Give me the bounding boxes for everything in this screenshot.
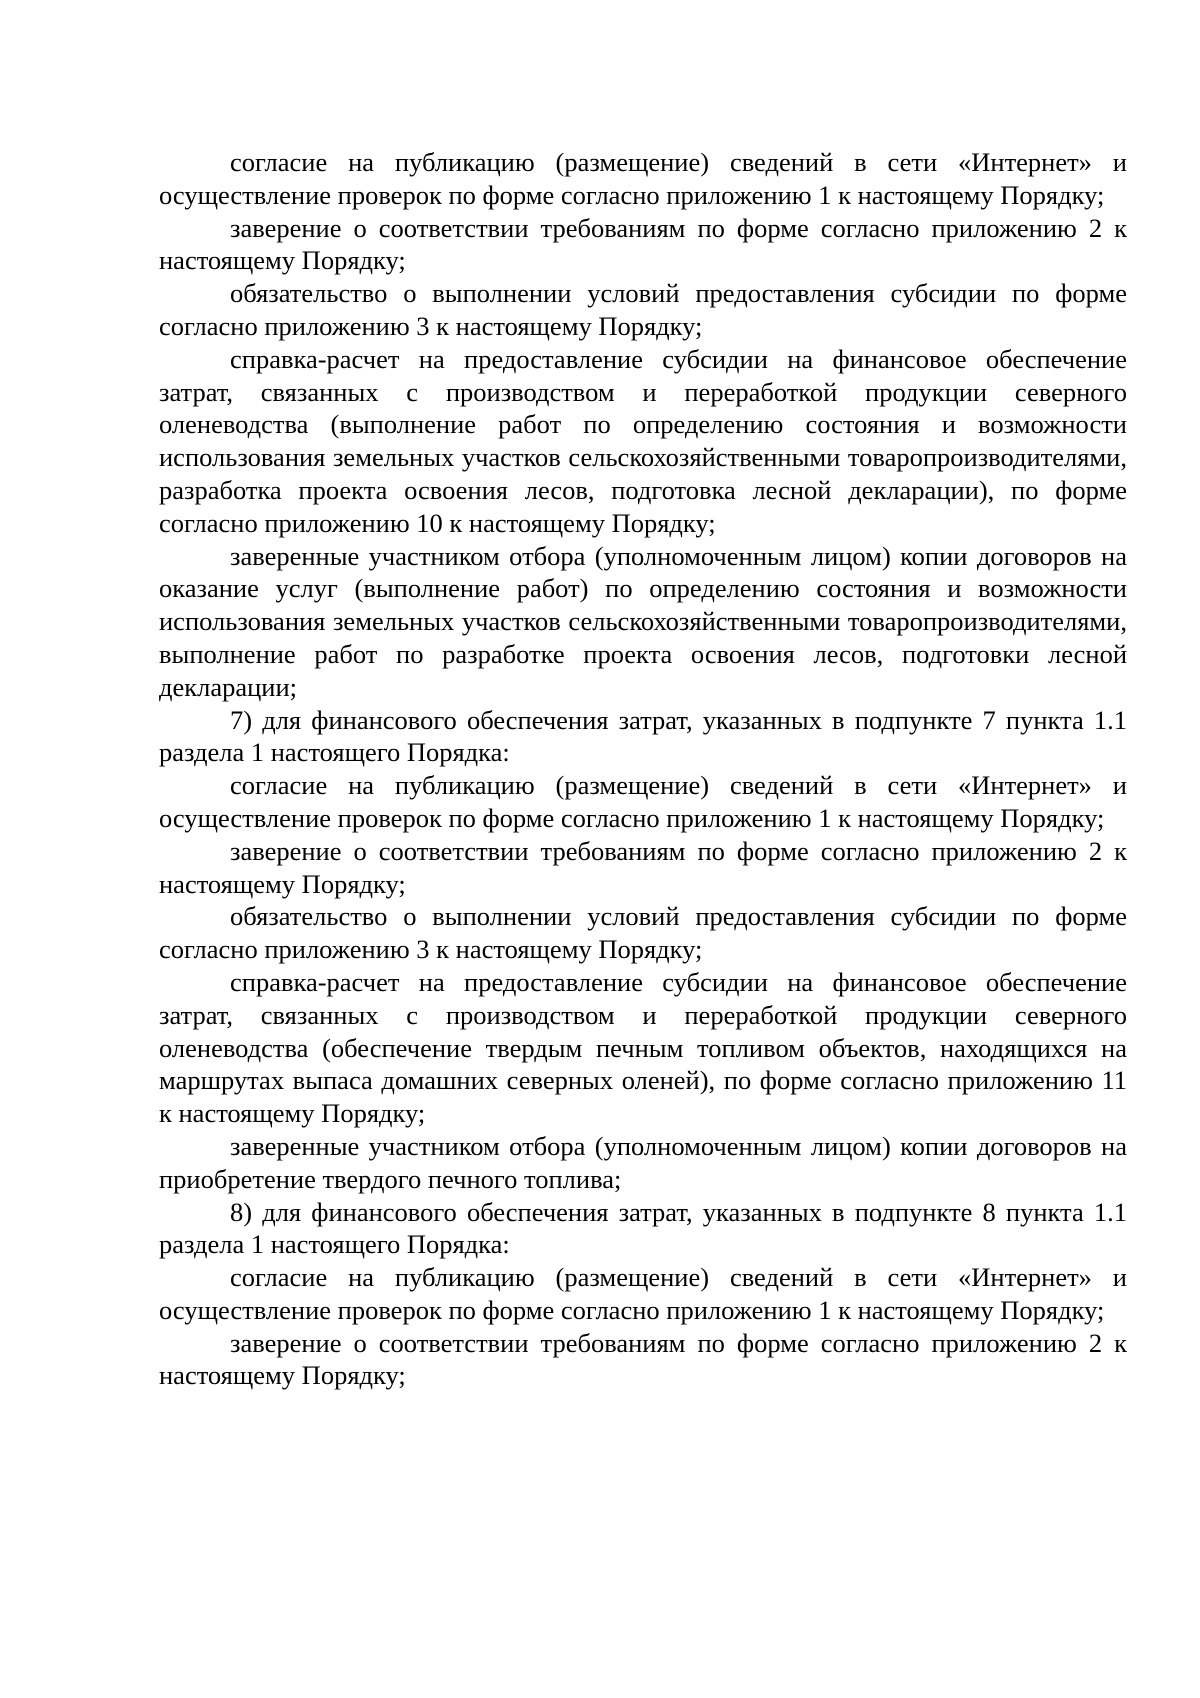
- paragraph-item-8: 8) для финансового обеспечения затрат, указанных в подпункте 8 пункта 1.1 раздела 1 настоящего Порядка:: [159, 1196, 1127, 1260]
- paragraph-obligation: обязательство о выполнении условий предоставления субсидии по форме согласно приложению 3 к настоящему Порядку;: [159, 278, 1127, 341]
- paragraph-consent-publication: согласие на публикацию (размещение) сведений в сети «Интернет» и осуществление проверок по форме согласно приложению 1 к настоящему Порядку;: [159, 1262, 1127, 1325]
- paragraph-obligation: обязательство о выполнении условий предоставления субсидии по форме согласно приложению 3 к настоящему Порядку;: [159, 901, 1127, 965]
- paragraph-compliance-assurance: заверение о соответствии требованиям по форме согласно приложению 2 к настоящему Порядку;: [159, 835, 1127, 899]
- document-body: [159, 146, 1127, 1392]
- paragraph-item-7: 7) для финансового обеспечения затрат, указанных в подпункте 7 пункта 1.1 раздела 1 настоящего Порядка:: [159, 704, 1127, 768]
- paragraph-compliance-assurance: заверение о соответствии требованиям по форме согласно приложению 2 к настоящему Порядку;: [159, 1327, 1127, 1391]
- paragraph-consent-publication: согласие на публикацию (размещение) сведений в сети «Интернет» и осуществление проверок по форме согласно приложению 1 к настоящему Порядку;: [159, 147, 1127, 210]
- paragraph-consent-publication: согласие на публикацию (размещение) сведений в сети «Интернет» и осуществление проверок по форме согласно приложению 1 к настоящему Порядку;: [159, 770, 1127, 833]
- paragraph-calculation-certificate: справка-расчет на предоставление субсидии на финансовое обеспечение затрат, связанных с производством и переработкой продукции северного оленеводства (выполнение работ по определению состояния и возможности использования земельных участков сельскохозяйственными товаропроизводителями, разработка проекта освоения лесов, подготовка лесной декларации), по форме согласно приложению 10 к настоящему Порядку;: [159, 343, 1127, 538]
- paragraph-calculation-certificate: справка-расчет на предоставление субсидии на финансовое обеспечение затрат, связанных с производством и переработкой продукции северного оленеводства (обеспечение твердым печным топливом объектов, находящихся на маршрутах выпаса домашних северных оленей), по форме согласно приложению 11 к настоящему Порядку;: [159, 966, 1127, 1129]
- paragraph-certified-contracts: заверенные участником отбора (уполномоченным лицом) копии договоров на оказание услуг (выполнение работ) по определению состояния и возможности использования земельных участков сельскохозяйственными товаропроизводителями, выполнение работ по разработке проекта освоения лесов, подготовки лесной декларации;: [159, 540, 1127, 702]
- paragraph-certified-contracts: заверенные участником отбора (уполномоченным лицом) копии договоров на приобретение твердого печного топлива;: [159, 1130, 1127, 1194]
- paragraph-compliance-assurance: заверение о соответствии требованиям по форме согласно приложению 2 к настоящему Порядку;: [159, 212, 1127, 276]
